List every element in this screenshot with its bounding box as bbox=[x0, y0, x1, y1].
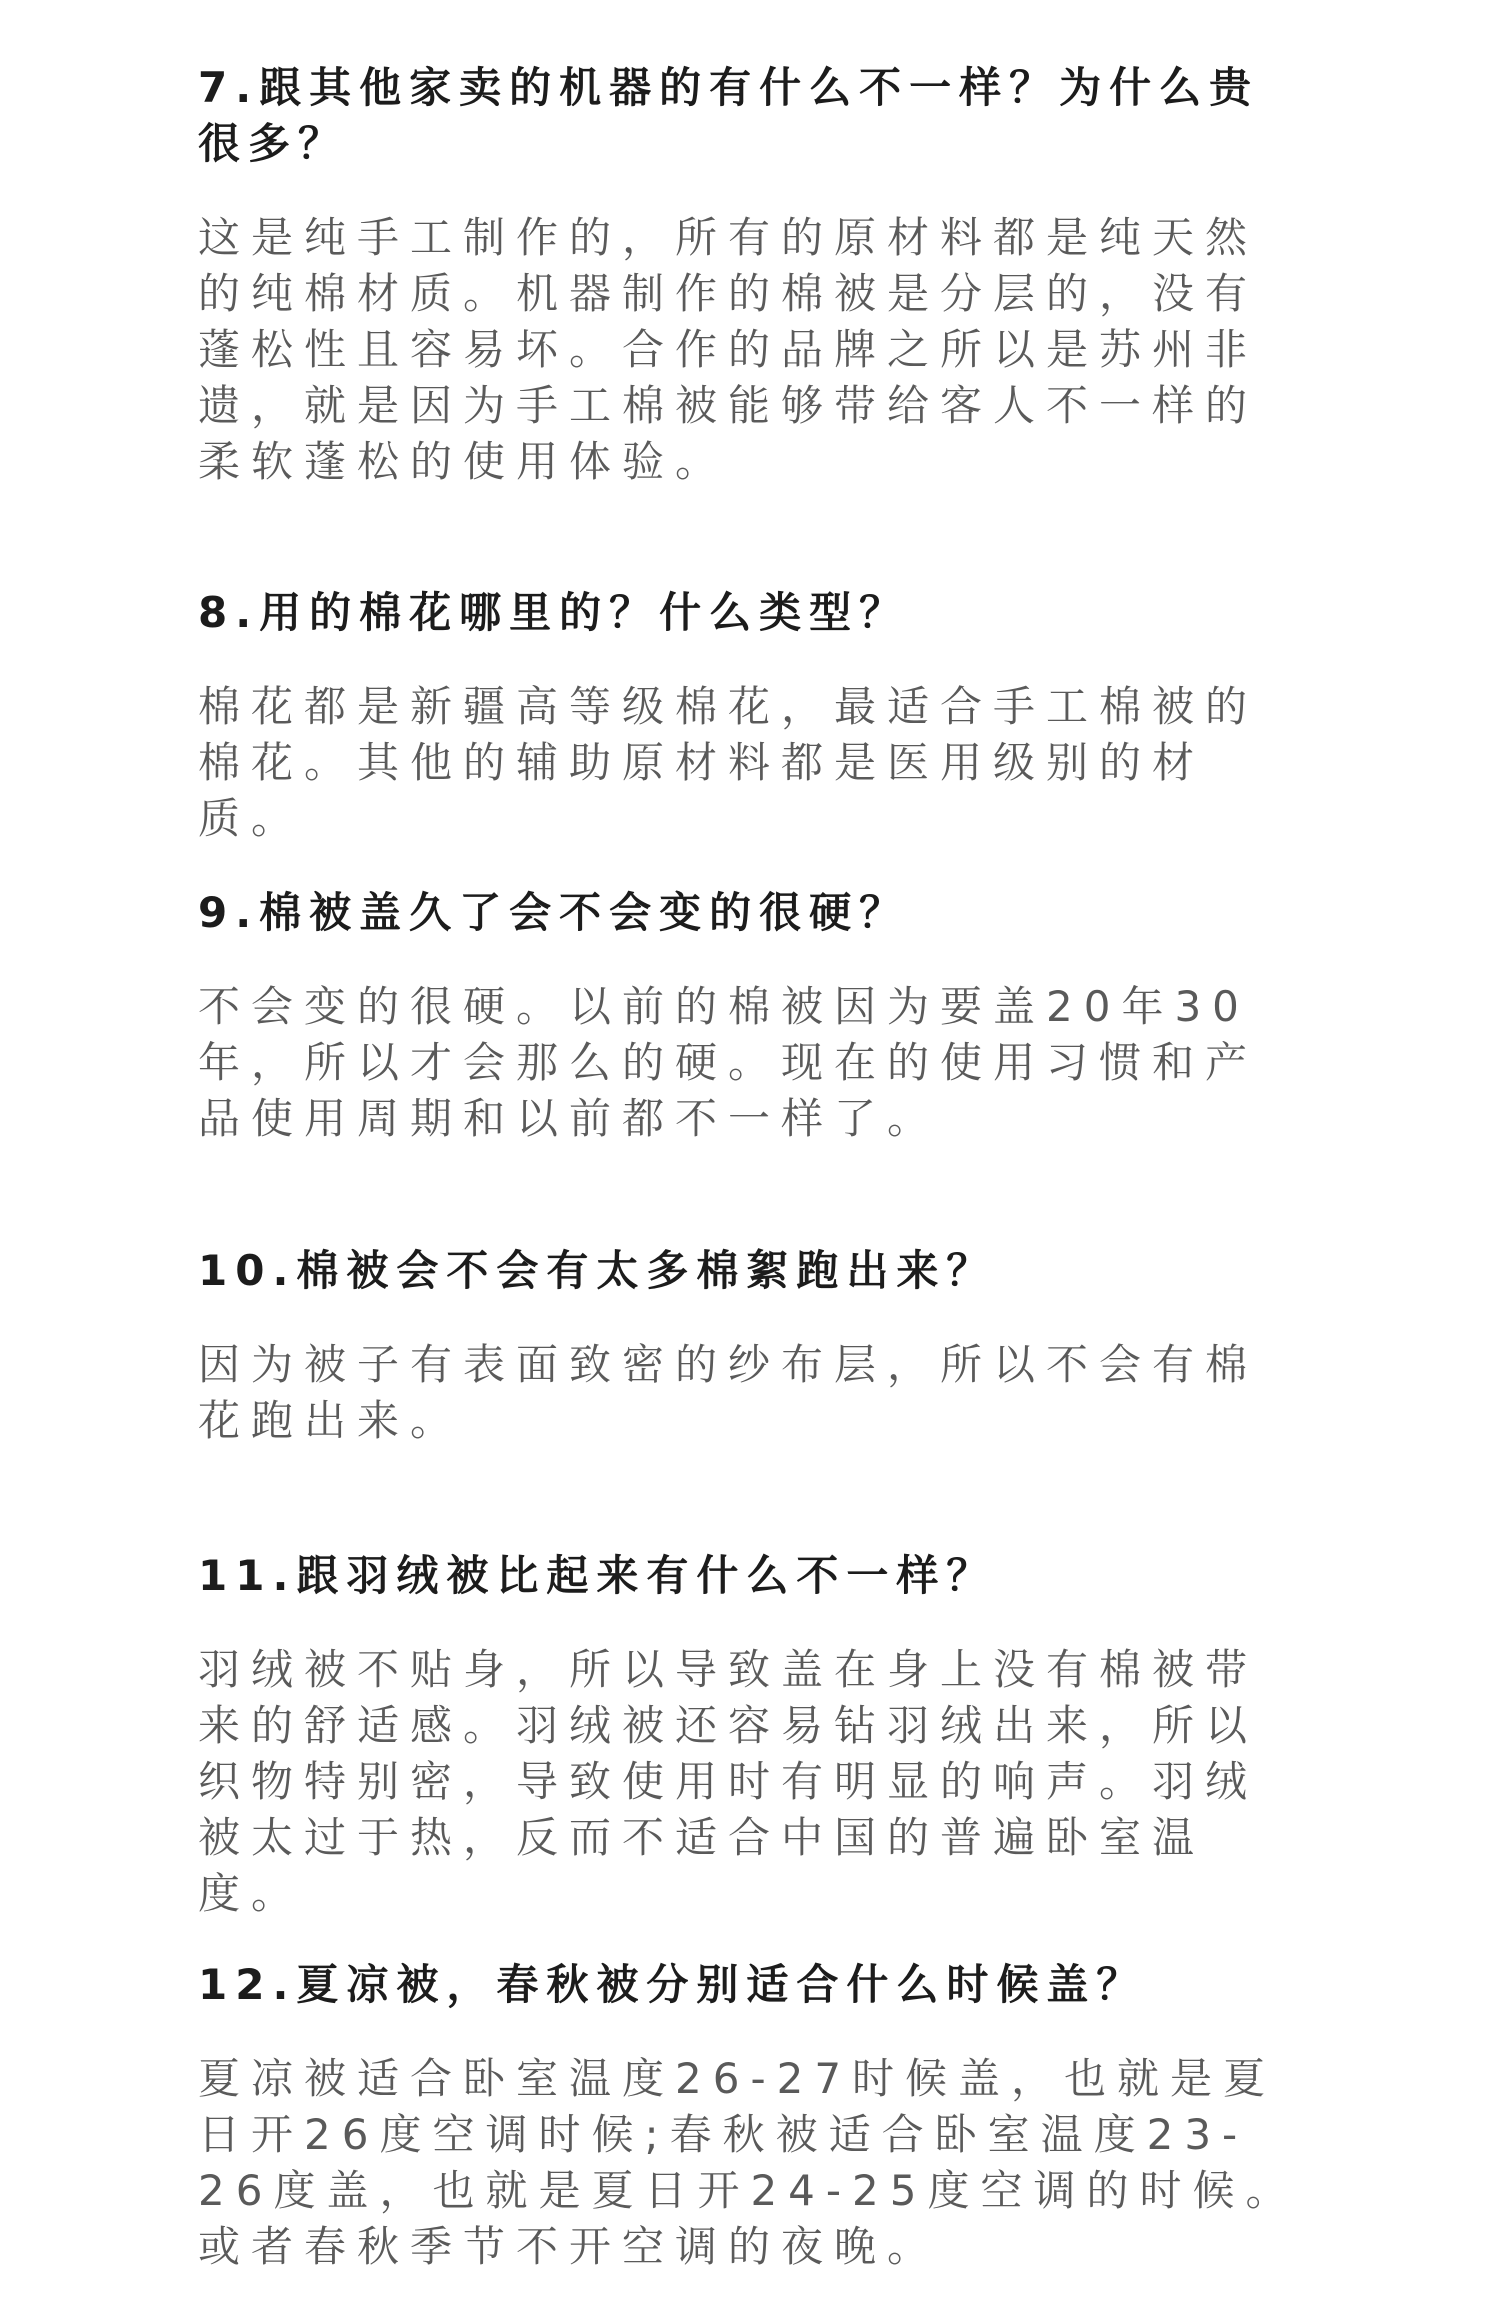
faq-question: 7.跟其他家卖的机器的有什么不一样？为什么贵很多？ bbox=[198, 63, 1260, 168]
faq-item-7 bbox=[198, 60, 1302, 490]
faq-answer: 不会变的很硬。以前的棉被因为要盖20年30年，所以才会那么的硬。现在的使用习惯和产品使用周期和以前都不一样了。 bbox=[198, 982, 1259, 1143]
faq-answer: 这是纯手工制作的，所有的原材料都是纯天然的纯棉材质。机器制作的棉被是分层的，没有蓬松性且容易坏。合作的品牌之所以是苏州非遗，就是因为手工棉被能够带给客人不一样的柔软蓬松的使用体验。 bbox=[198, 213, 1259, 486]
faq-question: 8.用的棉花哪里的？什么类型？ bbox=[198, 588, 910, 637]
faq-question: 10.棉被会不会有太多棉絮跑出来？ bbox=[198, 1246, 997, 1295]
faq-item-9 bbox=[198, 885, 1302, 1147]
faq-question: 9.棉被盖久了会不会变的很硬？ bbox=[198, 888, 910, 937]
faq-item-8 bbox=[198, 585, 1302, 847]
faq-question: 11.跟羽绒被比起来有什么不一样？ bbox=[198, 1551, 997, 1600]
faq-question: 12.夏凉被，春秋被分别适合什么时候盖？ bbox=[198, 1960, 1147, 2009]
faq-item-10 bbox=[198, 1243, 1302, 1449]
faq-item-12 bbox=[198, 1957, 1302, 2275]
faq-answer: 因为被子有表面致密的纱布层，所以不会有棉花跑出来。 bbox=[198, 1340, 1259, 1445]
faq-answer: 羽绒被不贴身，所以导致盖在身上没有棉被带来的舒适感。羽绒被还容易钻羽绒出来，所以织物特别密，导致使用时有明显的响声。羽绒被太过于热，反而不适合中国的普遍卧室温度。 bbox=[198, 1645, 1259, 1918]
faq-item-11 bbox=[198, 1548, 1302, 1922]
faq-answer: 棉花都是新疆高等级棉花，最适合手工棉被的棉花。其他的辅助原材料都是医用级别的材质。 bbox=[198, 682, 1259, 843]
faq-answer: 夏凉被适合卧室温度26-27时候盖，也就是夏日开26度空调时候;春秋被适合卧室温度23-26度盖，也就是夏日开24-25度空调的时候。或者春秋季节不开空调的夜晚。 bbox=[198, 2054, 1299, 2271]
